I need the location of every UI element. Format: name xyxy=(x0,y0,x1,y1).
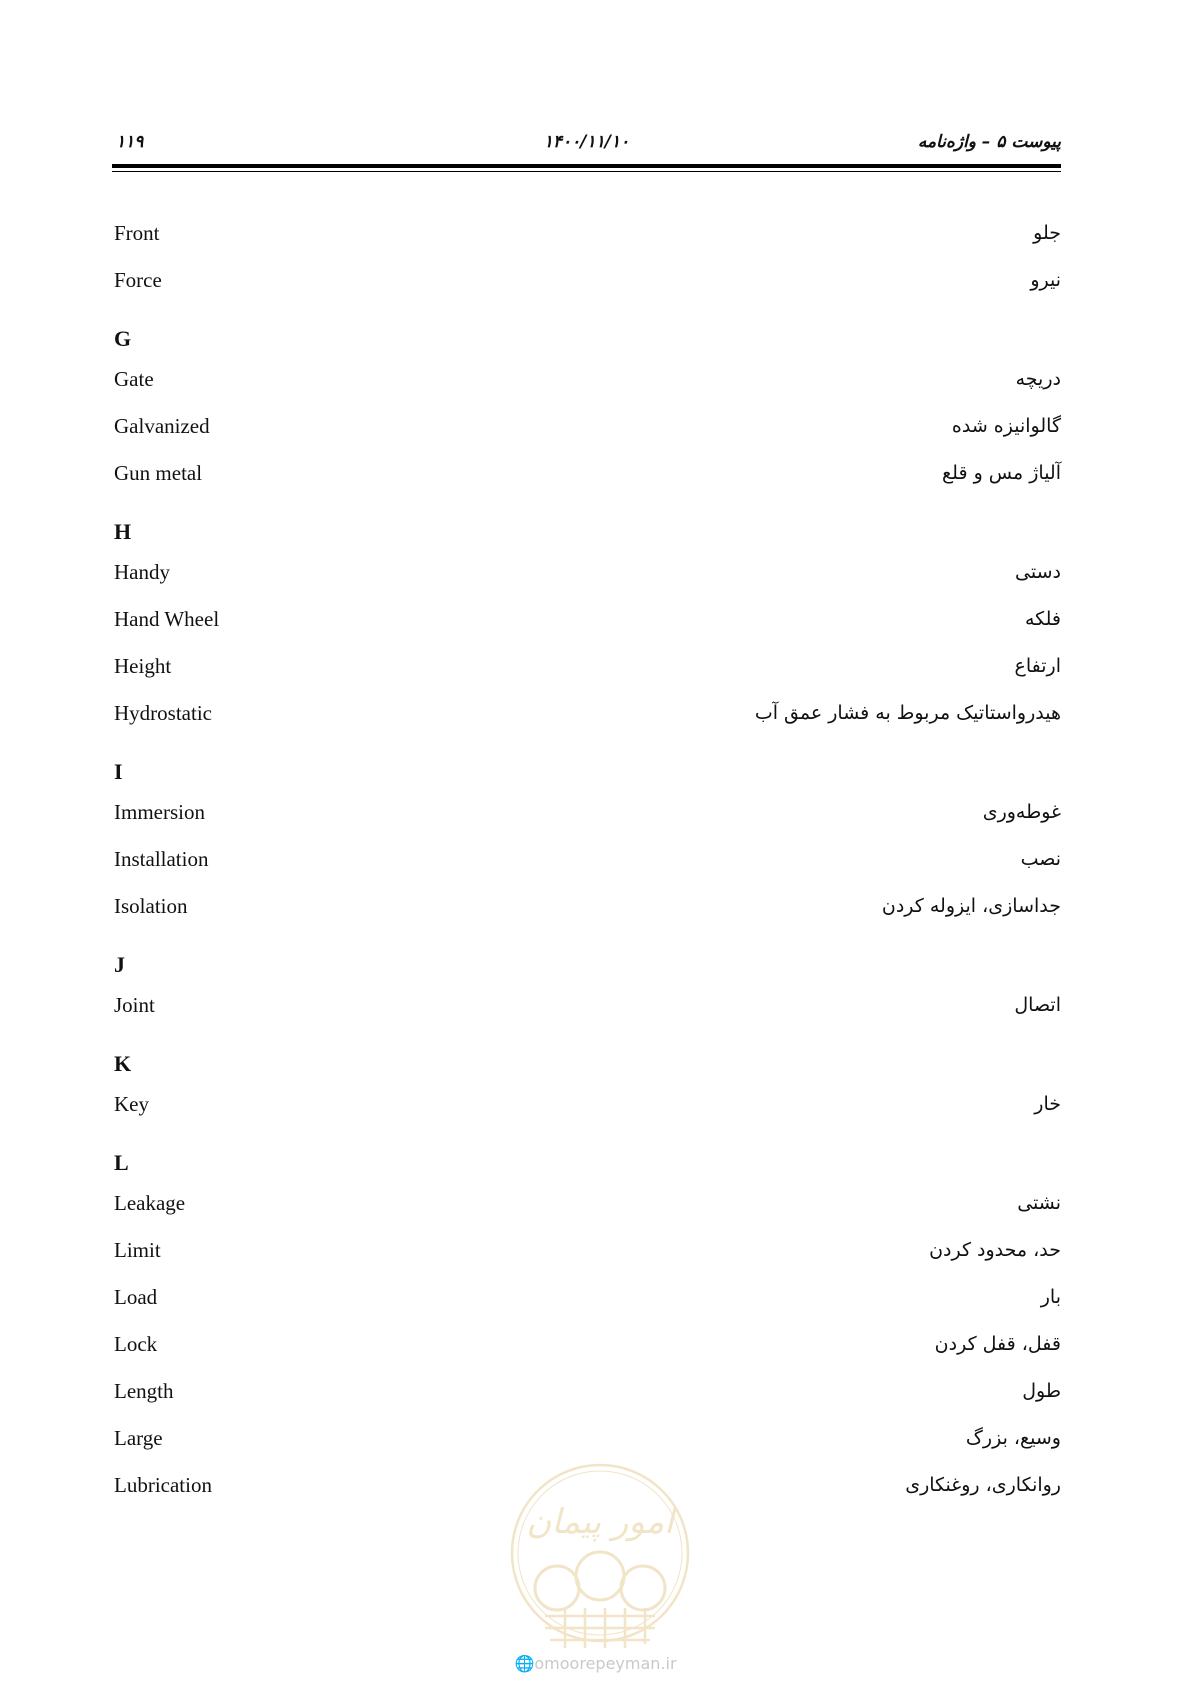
page-number: ۱۱۹ xyxy=(116,132,144,152)
term-persian: بار xyxy=(1040,1286,1061,1308)
term-persian: وسیع، بزرگ xyxy=(965,1427,1061,1449)
glossary-entry xyxy=(114,1368,1061,1415)
term-english: Gate xyxy=(114,367,154,391)
term-english: Key xyxy=(114,1092,149,1116)
glossary-entry xyxy=(114,450,1061,497)
header-date: ۱۴۰۰/۱۱/۱۰ xyxy=(543,132,630,152)
page-header xyxy=(112,128,1061,152)
term-english: Load xyxy=(114,1285,158,1309)
glossary-entry xyxy=(114,1415,1061,1462)
term-english: Galvanized xyxy=(114,414,210,438)
glossary-entry xyxy=(114,789,1061,836)
term-persian: روانکاری، روغنکاری xyxy=(905,1474,1061,1496)
term-persian: نشتی xyxy=(1017,1192,1061,1214)
term-persian: نصب xyxy=(1020,848,1061,870)
header-rule-thin xyxy=(112,171,1061,172)
term-english: Immersion xyxy=(114,800,205,824)
website-text: omoorepeyman.ir xyxy=(534,1654,677,1673)
glossary-entry xyxy=(114,1321,1061,1368)
term-persian: گالوانیزه شده xyxy=(951,415,1061,437)
glossary-entry xyxy=(114,690,1061,737)
glossary-entry xyxy=(114,257,1061,304)
term-persian: غوطه‌وری xyxy=(982,801,1061,823)
term-english: Force xyxy=(114,268,162,292)
section-letter-j: J xyxy=(114,952,125,977)
term-english: Hand Wheel xyxy=(114,607,220,631)
term-english: Gun metal xyxy=(114,461,203,485)
term-english: Length xyxy=(114,1379,174,1403)
term-persian: جداسازی، ایزوله کردن xyxy=(881,895,1061,917)
section-title: پیوست ۵ – واژه‌نامه xyxy=(917,132,1061,152)
glossary-entry xyxy=(114,356,1061,403)
section-letter-l: L xyxy=(114,1150,129,1175)
glossary-entry xyxy=(114,643,1061,690)
term-english: Installation xyxy=(114,847,209,871)
glossary-entry xyxy=(114,883,1061,930)
term-english: Limit xyxy=(114,1238,161,1262)
term-english: Front xyxy=(114,221,160,245)
term-english: Hydrostatic xyxy=(114,701,212,725)
term-persian: ارتفاع xyxy=(1014,655,1061,677)
globe-icon: 🌐 xyxy=(514,1654,535,1673)
glossary-entry xyxy=(114,1274,1061,1321)
section-letter-g: G xyxy=(114,326,132,351)
term-persian: نیرو xyxy=(1030,269,1061,291)
watermark-logo xyxy=(505,1458,695,1668)
term-persian: جلو xyxy=(1033,222,1061,244)
term-persian: حد، محدود کردن xyxy=(929,1239,1061,1261)
term-persian: خار xyxy=(1034,1093,1061,1115)
section-letter-k: K xyxy=(114,1051,132,1076)
glossary-entry xyxy=(114,1227,1061,1274)
header-rule-thick xyxy=(112,164,1061,168)
term-english: Lock xyxy=(114,1332,158,1356)
term-english: Leakage xyxy=(114,1191,186,1215)
term-persian: هیدرواستاتیک مربوط به فشار عمق آب xyxy=(754,702,1061,724)
glossary-entry xyxy=(114,982,1061,1029)
term-persian: طول xyxy=(1022,1380,1061,1402)
glossary-entry xyxy=(114,596,1061,643)
section-letter-h: H xyxy=(114,519,132,544)
section-letter-i: I xyxy=(114,759,123,784)
glossary-list xyxy=(114,210,1061,1509)
watermark-logo-text: امور پیمان xyxy=(526,1502,674,1542)
term-persian: دستی xyxy=(1015,561,1061,583)
term-english: Lubrication xyxy=(114,1473,212,1497)
glossary-entry xyxy=(114,1180,1061,1227)
glossary-entry xyxy=(114,403,1061,450)
term-english: Large xyxy=(114,1426,163,1450)
term-english: Height xyxy=(114,654,172,678)
term-english: Joint xyxy=(114,993,155,1017)
term-english: Handy xyxy=(114,560,170,584)
glossary-entry xyxy=(114,836,1061,883)
term-english: Isolation xyxy=(114,894,188,918)
term-persian: آلیاژ مس و قلع xyxy=(942,462,1061,484)
glossary-entry xyxy=(114,549,1061,596)
term-persian: فلکه xyxy=(1024,608,1061,630)
footer-website xyxy=(0,1654,1191,1673)
term-persian: قفل، قفل کردن xyxy=(934,1333,1061,1355)
glossary-entry xyxy=(114,1081,1061,1128)
glossary-entry xyxy=(114,210,1061,257)
term-persian: اتصال xyxy=(1014,994,1061,1016)
term-persian: دریچه xyxy=(1015,368,1061,390)
